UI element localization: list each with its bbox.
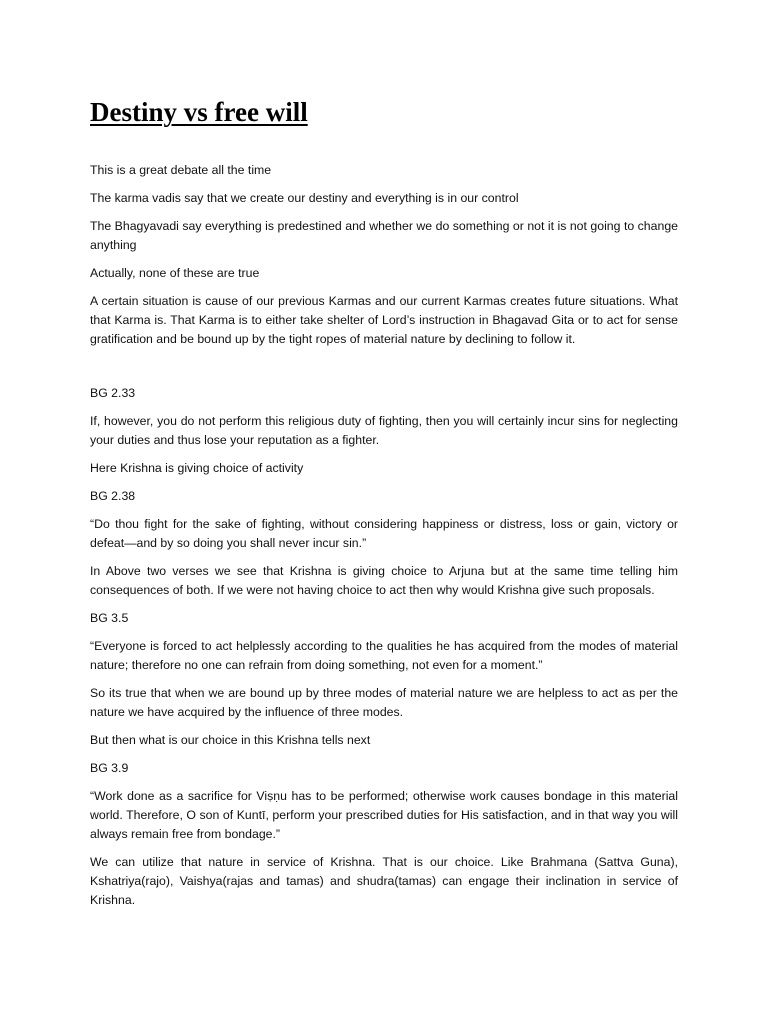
verse-ref-bg-3-5: BG 3.5 — [90, 611, 129, 625]
verse-text-bg-2-38: “Do thou fight for the sake of fighting, without considering happiness or distress, loss or gain, victory or defeat—and by so doing you shall never incur sin.” — [90, 517, 678, 550]
paragraph-three-modes: So its true that when we are bound up by three modes of material nature we are helpless to act as per the nature we have acquired by the influence of three modes. — [90, 686, 678, 719]
verse-ref-bg-2-38: BG 2.38 — [90, 489, 136, 503]
verse-ref-bg-3-9: BG 3.9 — [90, 761, 129, 775]
paragraph-utilize-nature: We can utilize that nature in service of Krishna. That is our choice. Like Brahmana (Sattva Guna), Kshatriya(rajo), Vaishya(rajas and tamas) and shudra(tamas) can engage their inclination in service of Krishna. — [90, 855, 678, 907]
verse-text-bg-3-9: “Work done as a sacrifice for Viṣṇu has to be performed; otherwise work causes bondage in this material world. Therefore, O son of Kuntī, perform your prescribed duties for His satisfaction, and in that way you will always remain free from bondage.” — [90, 789, 678, 841]
paragraph-none-true: Actually, none of these are true — [90, 266, 260, 280]
paragraph-situation: A certain situation is cause of our previous Karmas and our current Karmas creates future situations. What that Karma is. That Karma is to either take shelter of Lord’s instruction in Bhagavad Gita or to act for sense gratification and be bound up by the tight ropes of material nature by declining to follow it. — [90, 294, 678, 346]
paragraph-bhagyavadi: The Bhagyavadi say everything is predestined and whether we do something or not it is not going to change anything — [90, 219, 678, 252]
paragraph-choice-of-activity: Here Krishna is giving choice of activity — [90, 461, 304, 475]
verse-text-bg-3-5: “Everyone is forced to act helplessly according to the qualities he has acquired from the modes of material nature; therefore no one can refrain from doing something, not even for a moment.” — [90, 639, 678, 672]
paragraph-intro: This is a great debate all the time — [90, 163, 272, 177]
verse-ref-bg-2-33: BG 2.33 — [90, 386, 136, 400]
verse-text-bg-2-33: If, however, you do not perform this religious duty of fighting, then you will certainly incur sins for neglecting your duties and thus lose your reputation as a fighter. — [90, 414, 678, 447]
document-title: Destiny vs free will — [90, 97, 308, 127]
paragraph-karma-vadis: The karma vadis say that we create our destiny and everything is in our control — [90, 191, 519, 205]
document-body — [90, 94, 678, 919]
paragraph-two-verses: In Above two verses we see that Krishna is giving choice to Arjuna but at the same time telling him consequences of both. If we were not having choice to act then why would Krishna give such proposals. — [90, 564, 678, 597]
paragraph-our-choice: But then what is our choice in this Krishna tells next — [90, 733, 371, 747]
blank-line — [90, 358, 678, 384]
